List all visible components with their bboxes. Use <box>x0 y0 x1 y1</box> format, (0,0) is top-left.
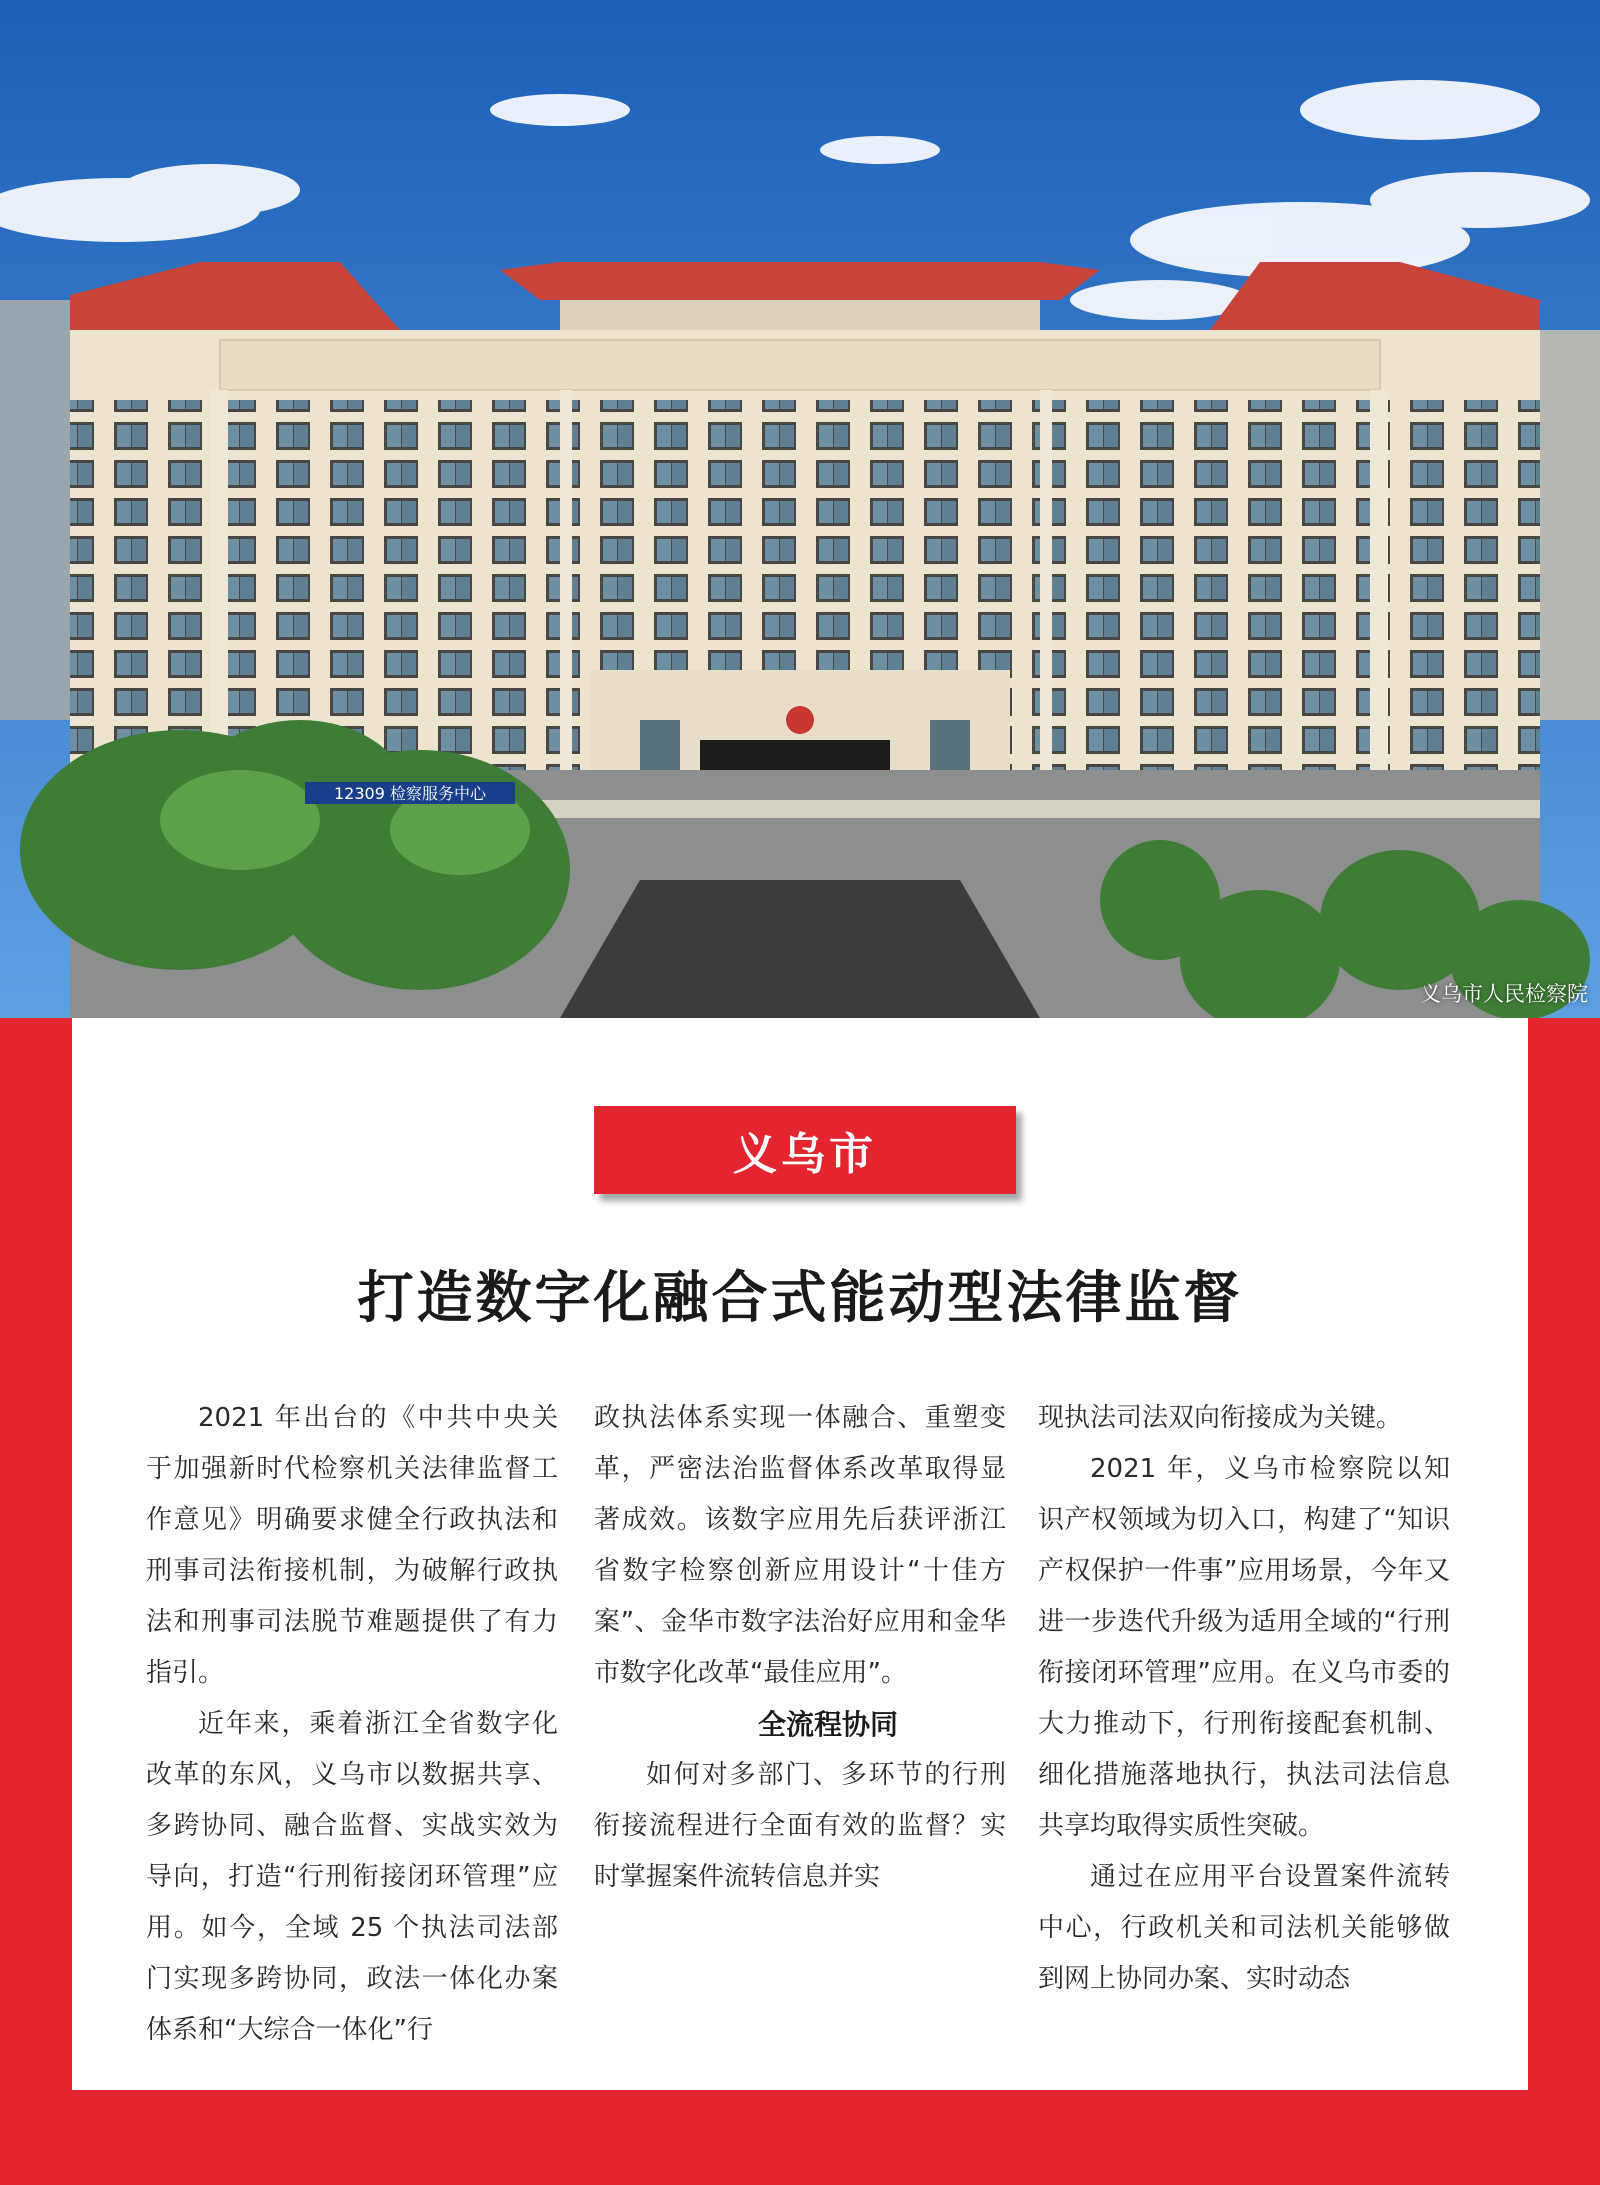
text-column-3 <box>1038 1393 1450 2005</box>
article-area <box>72 1018 1528 2090</box>
paragraph: 2021 年，义乌市检察院以知识产权领域为切入口，构建了“知识产权保护一件事”应用场景，今年又进一步迭代升级为适用全域的“行刑衔接闭环管理”应用。在义乌市委的大力推动下，行刑衔接配套机制、细化措施落地执行，执法司法信息共享均取得实质性突破。 <box>1038 1454 1450 1841</box>
paragraph: 通过在应用平台设置案件流转中心，行政机关和司法机关能够做到网上协同办案、实时动态 <box>1038 1862 1450 1994</box>
paragraph: 如何对多部门、多环节的行刑衔接流程进行全面有效的监督？实时掌握案件流转信息并实 <box>594 1760 1006 1892</box>
paragraph: 政执法体系实现一体融合、重塑变革，严密法治监督体系改革取得显著成效。该数字应用先后获评浙江省数字检察创新应用设计“十佳方案”、金华市数字法治好应用和金华市数字化改革“最佳应用”。 <box>594 1403 1006 1688</box>
section-subheading: 全流程协同 <box>757 1708 898 1741</box>
text-column-1 <box>146 1393 558 2056</box>
article-headline: 打造数字化融合式能动型法律监督 <box>357 1265 1243 1331</box>
text-column-2 <box>594 1393 1006 1903</box>
paragraph: 2021 年出台的《中共中央关于加强新时代检察机关法律监督工作意见》明确要求健全行政执法和刑事司法衔接机制，为破解行政执法和刑事司法脱节难题提供了有力指引。 <box>146 1403 558 1688</box>
paragraph: 近年来，乘着浙江全省数字化改革的东风，义乌市以数据共享、多跨协同、融合监督、实战实效为导向，打造“行刑衔接闭环管理”应用。如今，全域 25 个执法司法部门实现多跨协同，政法一体化办案体系和“大综合一体化”行 <box>146 1709 558 2045</box>
building-photo <box>0 0 1600 1018</box>
service-center-sign: 12309 检察服务中心 <box>334 784 486 803</box>
paragraph: 现执法司法双向衔接成为关键。 <box>1038 1403 1403 1433</box>
photo-caption: 义乌市人民检察院 <box>1420 982 1588 1006</box>
city-label: 义乌市 <box>594 1106 1016 1194</box>
